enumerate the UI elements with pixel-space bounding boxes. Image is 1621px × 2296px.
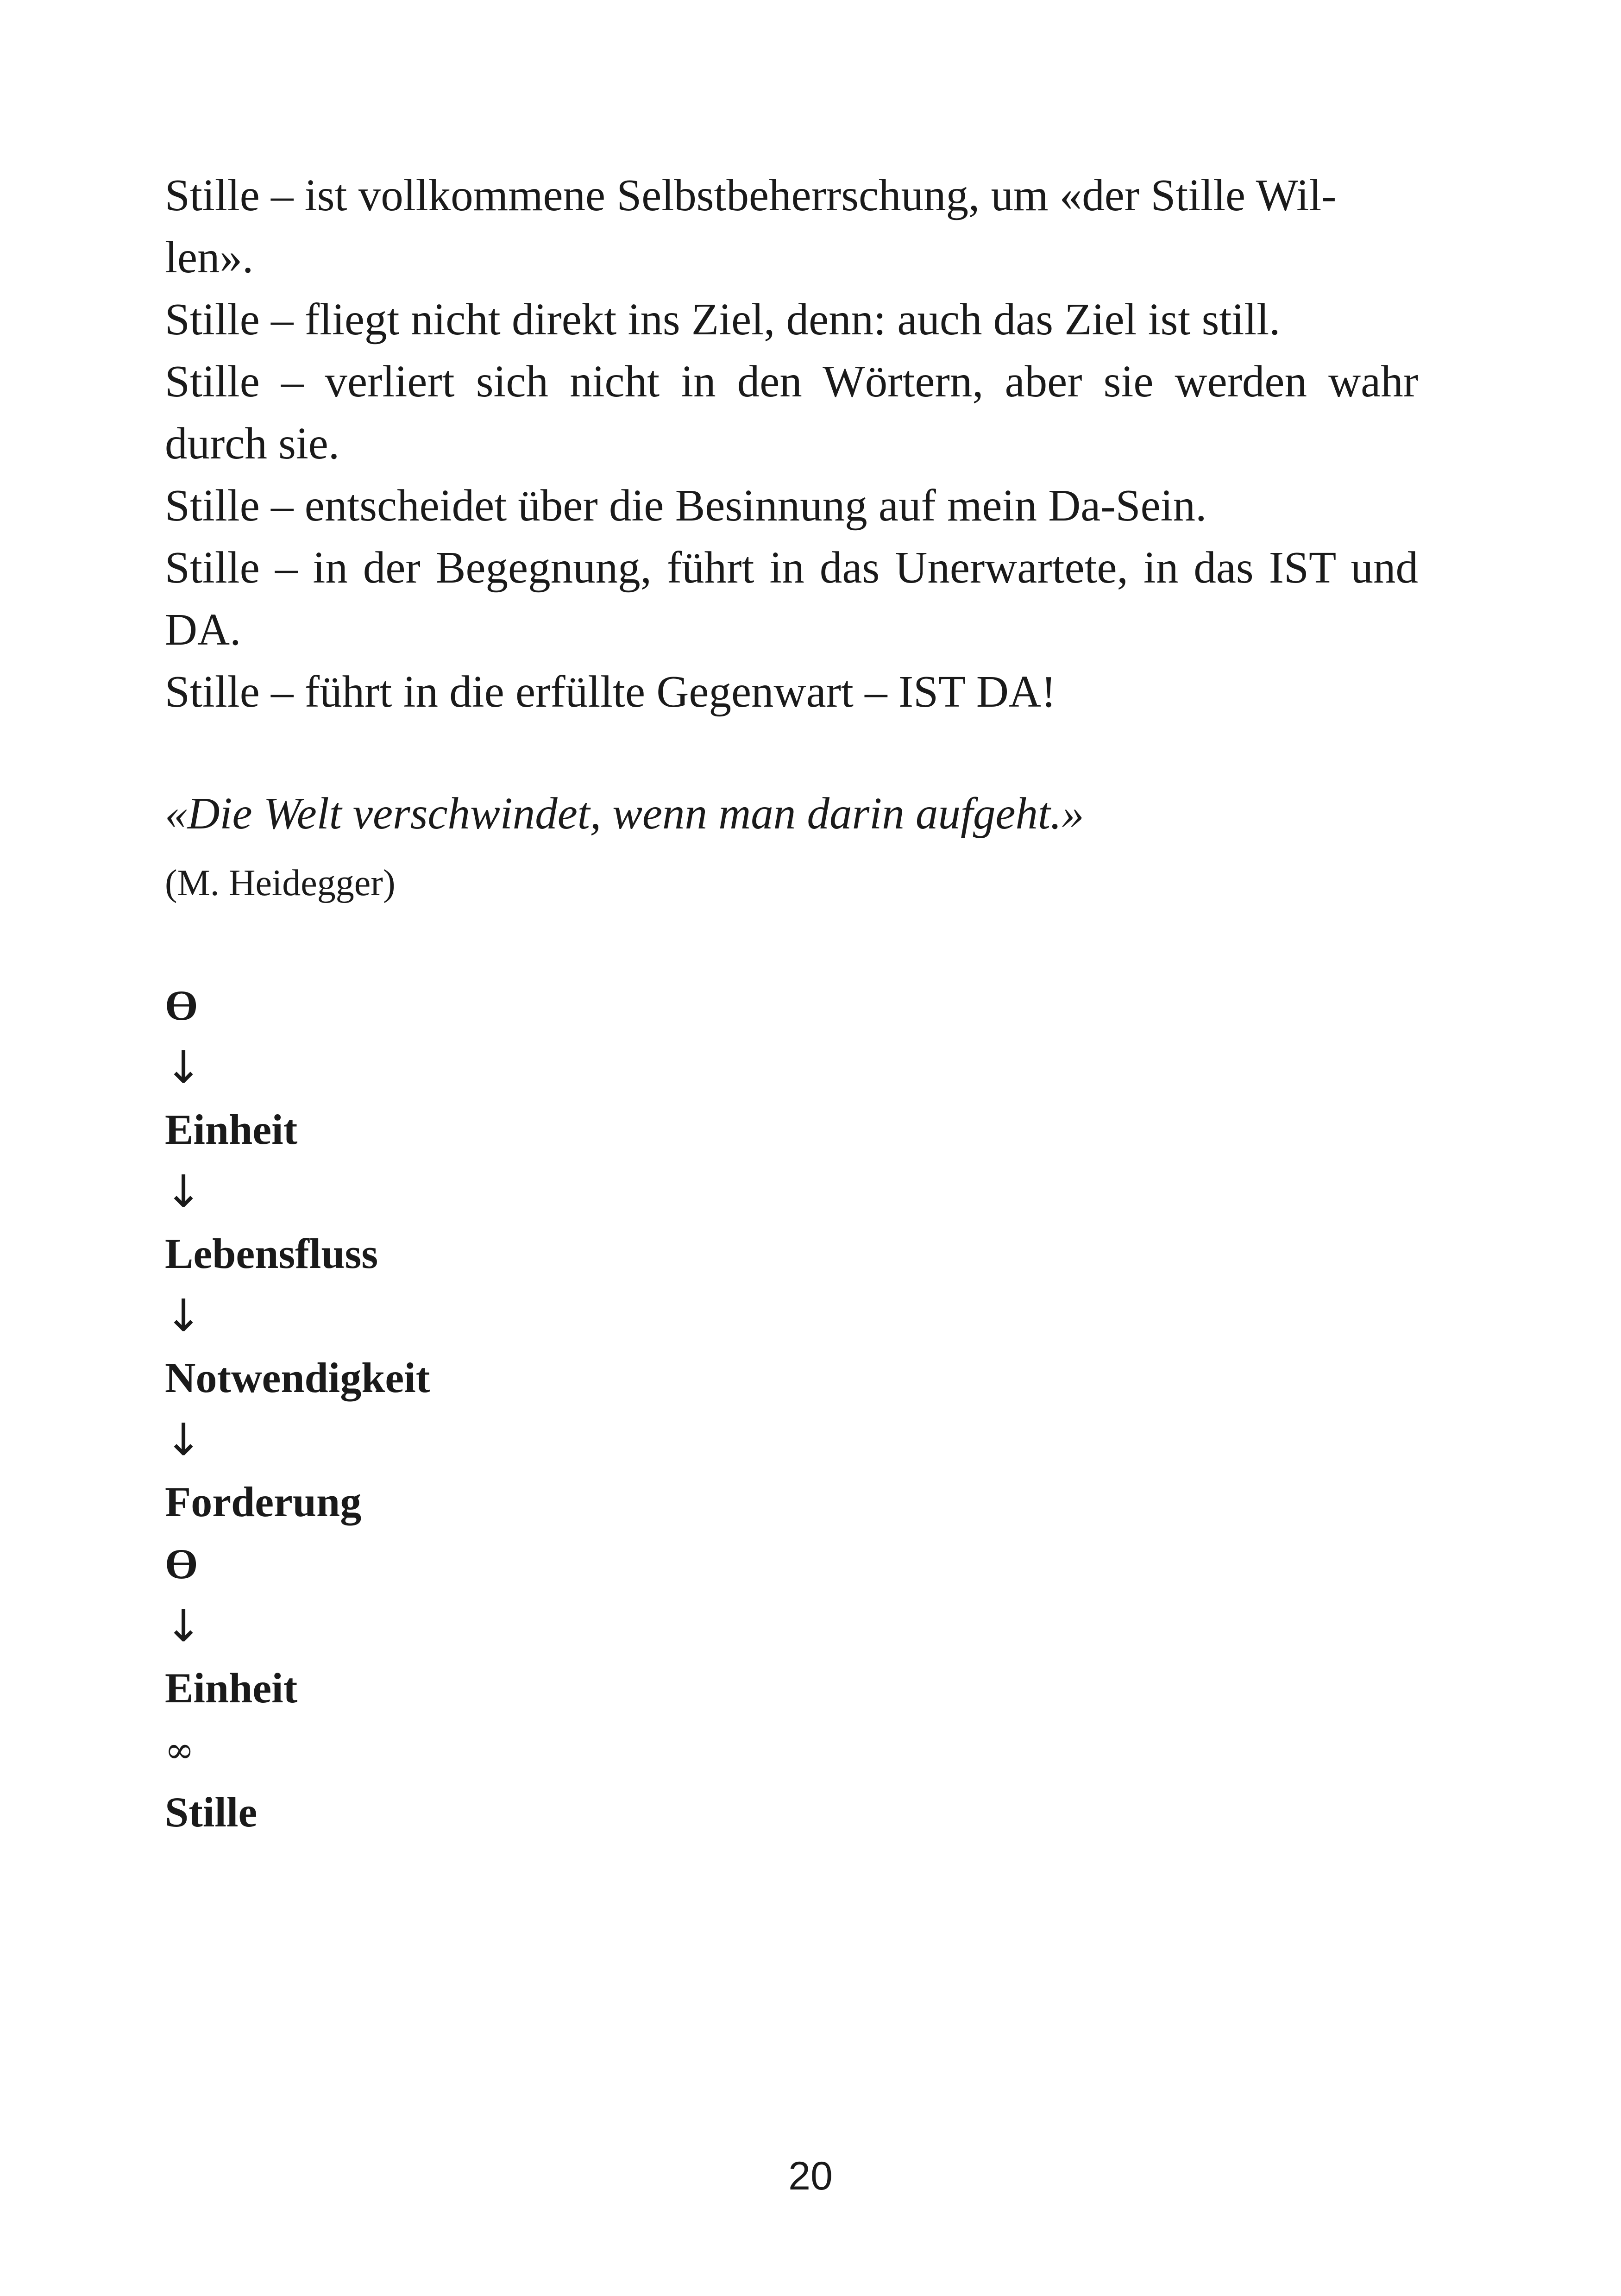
paragraph-stille-selbstbeherrschung: Stille – ist vollkommene Selbstbeherrschung, um «der Stille Wil- len». [165,170,1337,282]
down-arrow-icon: ↓ [165,1290,202,1342]
flow-word-notwendigkeit: Notwendigkeit [165,1354,430,1401]
down-arrow-icon: ↓ [165,1166,202,1217]
concept-flow [165,974,430,1843]
quote-author: (M. Heidegger) [165,863,396,903]
flow-word-einheit: Einheit [165,1664,298,1712]
theta-symbol: ϴ [165,982,198,1029]
paragraph-stille-besinnung: Stille – entscheidet über die Besinnung auf mein Da-Sein. [165,481,1207,530]
paragraph-stille-begegnung: Stille – in der Begegnung, führt in das Unerwartete, in das IST und DA. [165,543,1418,654]
down-arrow-icon: ↓ [165,1414,202,1466]
flow-word-forderung: Forderung [165,1478,362,1525]
page-number: 20 [788,2154,833,2198]
flow-word-lebensfluss: Lebensfluss [165,1230,378,1277]
flow-word-stille: Stille [165,1788,258,1836]
flow-word-einheit: Einheit [165,1106,298,1153]
paragraph-stille-ziel: Stille – fliegt nicht direkt ins Ziel, denn: auch das Ziel ist still. [165,295,1281,344]
down-arrow-icon: ↓ [165,1600,202,1652]
down-arrow-icon: ↓ [165,1041,202,1093]
paragraph-stille-gegenwart: Stille – führt in die erfüllte Gegenwart – IST DA! [165,667,1056,716]
theta-symbol: ϴ [165,1540,198,1587]
body-text [165,164,1418,723]
heidegger-quote: «Die Welt verschwindet, wenn man darin aufgeht.» [165,789,1084,838]
infinity-icon: ∞ [165,1729,195,1770]
paragraph-stille-woertern: Stille – verliert sich nicht in den Wörtern, aber sie werden wahr durch sie. [165,357,1418,468]
